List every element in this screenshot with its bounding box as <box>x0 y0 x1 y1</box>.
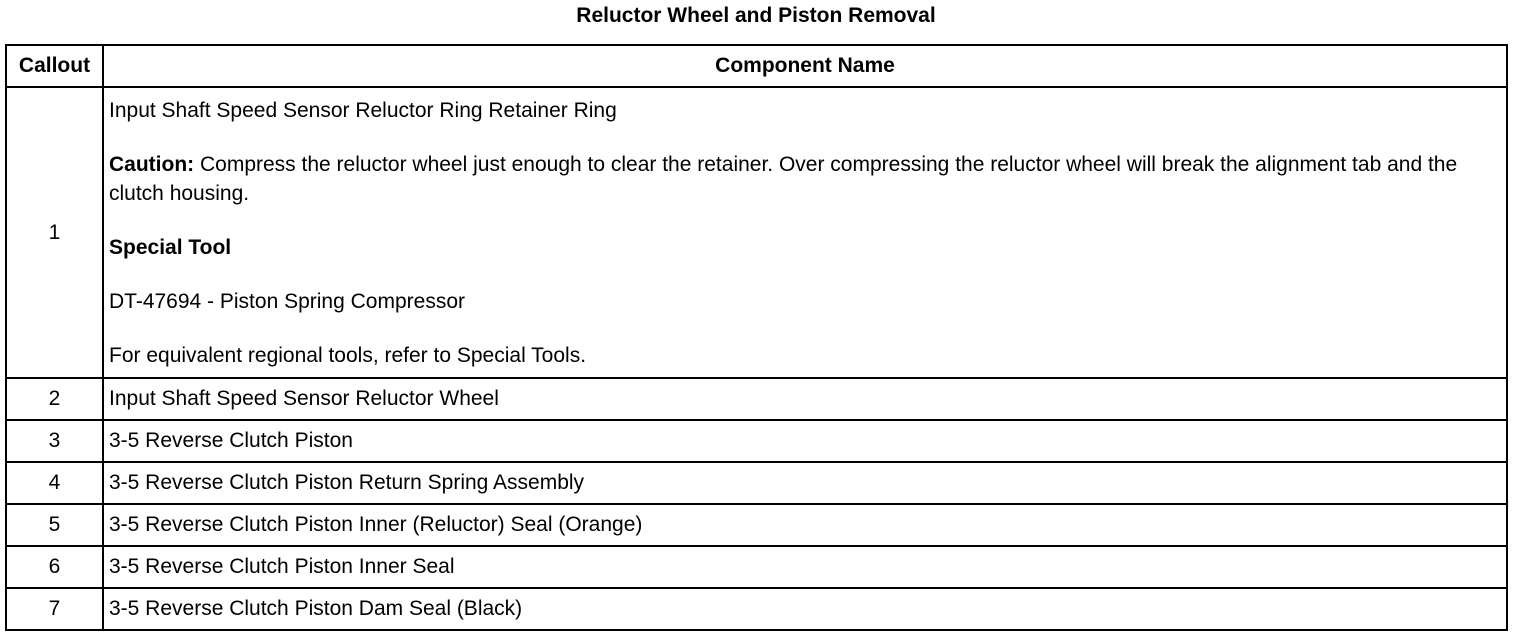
callout-column-header: Callout <box>6 45 103 87</box>
component-cell <box>103 87 1507 378</box>
component-name: 3-5 Reverse Clutch Piston Dam Seal (Black) <box>103 588 1507 630</box>
component-name: 3-5 Reverse Clutch Piston <box>103 420 1507 462</box>
caution-label: Caution <box>109 152 188 176</box>
table-row <box>6 378 1507 420</box>
callout-number: 4 <box>6 462 103 504</box>
table-row <box>6 87 1507 378</box>
component-name: 3-5 Reverse Clutch Piston Return Spring Assembly <box>103 462 1507 504</box>
callout-number: 3 <box>6 420 103 462</box>
component-name: 3-5 Reverse Clutch Piston Inner (Reluctor) Seal (Orange) <box>103 504 1507 546</box>
caution-colon: : <box>187 152 195 176</box>
table-row <box>6 420 1507 462</box>
table-row <box>6 588 1507 630</box>
table-header-row <box>6 45 1507 87</box>
table-row <box>6 462 1507 504</box>
table-row <box>6 546 1507 588</box>
callout-number: 2 <box>6 378 103 420</box>
component-table <box>5 44 1508 631</box>
caution-text: Compress the reluctor wheel just enough to clear the retainer. Over compressing the reluctor wheel will break the alignment tab and the clutch housing. <box>109 152 1458 205</box>
special-tool-heading: Special Tool <box>109 235 232 259</box>
special-tool-name: DT-47694 - Piston Spring Compressor <box>109 289 465 313</box>
component-name: Input Shaft Speed Sensor Reluctor Ring Retainer Ring <box>109 98 617 122</box>
component-name: Input Shaft Speed Sensor Reluctor Wheel <box>103 378 1507 420</box>
callout-number: 5 <box>6 504 103 546</box>
regional-tools-note: For equivalent regional tools, refer to Special Tools. <box>109 343 587 367</box>
callout-number: 1 <box>6 87 103 378</box>
caution-note <box>109 150 1498 208</box>
callout-number: 6 <box>6 546 103 588</box>
table-row <box>6 504 1507 546</box>
callout-number: 7 <box>6 588 103 630</box>
component-name-column-header: Component Name <box>103 45 1507 87</box>
page-title: Reluctor Wheel and Piston Removal <box>576 4 936 27</box>
component-name: 3-5 Reverse Clutch Piston Inner Seal <box>103 546 1507 588</box>
